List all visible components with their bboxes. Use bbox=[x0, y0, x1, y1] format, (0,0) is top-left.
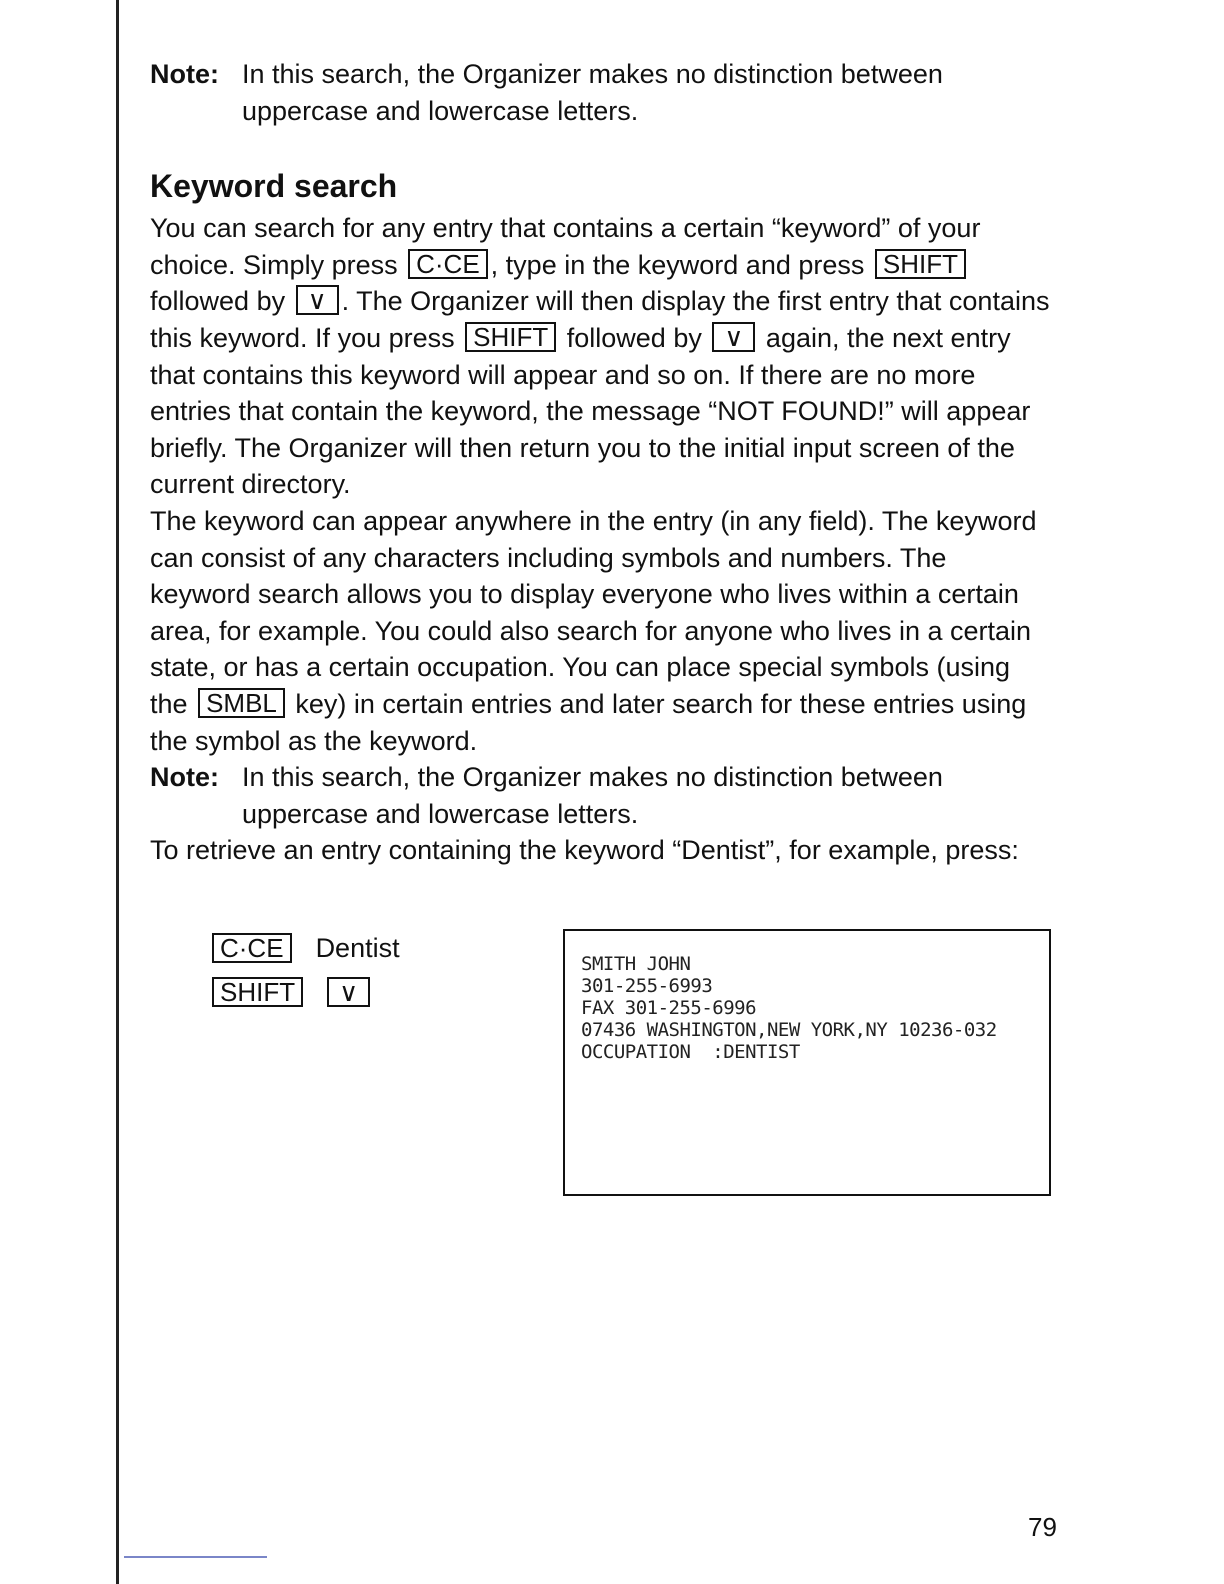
text: . The Organizer will then display the first entry that contains this keyword. If you press bbox=[150, 286, 1050, 353]
note-top bbox=[150, 56, 1050, 129]
key-smbl: SMBL bbox=[198, 688, 285, 718]
note-text: In this search, the Organizer makes no distinction between uppercase and lowercase letters. bbox=[242, 762, 943, 829]
note-label: Note: bbox=[150, 762, 219, 793]
note-text: In this search, the Organizer makes no distinction between uppercase and lowercase letters. bbox=[242, 59, 943, 126]
lcd-line: FAX 301-255-6996 bbox=[581, 997, 757, 1019]
key-down-arrow: ∨ bbox=[296, 285, 339, 315]
key-cce: C·CE bbox=[408, 249, 488, 279]
key-down-arrow: ∨ bbox=[327, 977, 370, 1007]
note-bottom bbox=[150, 759, 1050, 832]
text: key) in certain entries and later search for these entries using the symbol as the keyword. bbox=[150, 688, 1027, 756]
bottom-rule bbox=[124, 1556, 267, 1558]
example-row bbox=[212, 926, 400, 970]
key-shift: SHIFT bbox=[465, 322, 556, 352]
typed-keyword: Dentist bbox=[315, 932, 400, 963]
note-label: Note: bbox=[150, 59, 219, 89]
lcd-display-screen bbox=[563, 929, 1051, 1196]
key-down-arrow: ∨ bbox=[712, 322, 755, 352]
text: , type in the keyword and press bbox=[490, 249, 865, 280]
key-shift: SHIFT bbox=[212, 977, 303, 1007]
text: The keyword can appear anywhere in the entry (in any field). The keyword can consist of any characters including symbols and numbers. The keyword search allows you to display everyone who lives within a certain area, for example. You could also search for anyone who lives in a certain state, or has a certain occupation. You can place special symbols (using the bbox=[150, 505, 1037, 719]
text: again, the next entry that contains this keyword will appear and so on. If there are no more entries that contain the keyword, the message “NOT FOUND!” will appear briefly. The Organizer will then return you to the initial input screen of the current directory. bbox=[150, 322, 1031, 500]
key-shift: SHIFT bbox=[875, 249, 966, 279]
page-binding-line bbox=[116, 0, 119, 1584]
paragraph-example-intro: To retrieve an entry containing the keyword “Dentist”, for example, press: bbox=[150, 835, 1019, 866]
paragraph-intro bbox=[150, 210, 1050, 503]
paragraph-details bbox=[150, 503, 1050, 759]
lcd-line: 301-255-6993 bbox=[581, 975, 713, 997]
text: followed by bbox=[566, 322, 702, 353]
lcd-line: SMITH JOHN bbox=[581, 953, 691, 975]
key-sequence-example bbox=[212, 926, 400, 1014]
example-row bbox=[212, 970, 400, 1014]
lcd-line: 07436 WASHINGTON,NEW YORK,NY 10236-032 bbox=[581, 1019, 997, 1041]
key-cce: C·CE bbox=[212, 933, 292, 963]
text: You can search for any entry that contains a certain “keyword” of your choice. Simply press bbox=[150, 213, 981, 280]
page-number: 79 bbox=[1028, 1512, 1057, 1542]
lcd-line: OCCUPATION :DENTIST bbox=[581, 1041, 800, 1063]
section-heading: Keyword search bbox=[150, 168, 398, 205]
text: followed by bbox=[150, 286, 286, 317]
page-content bbox=[150, 56, 1050, 869]
